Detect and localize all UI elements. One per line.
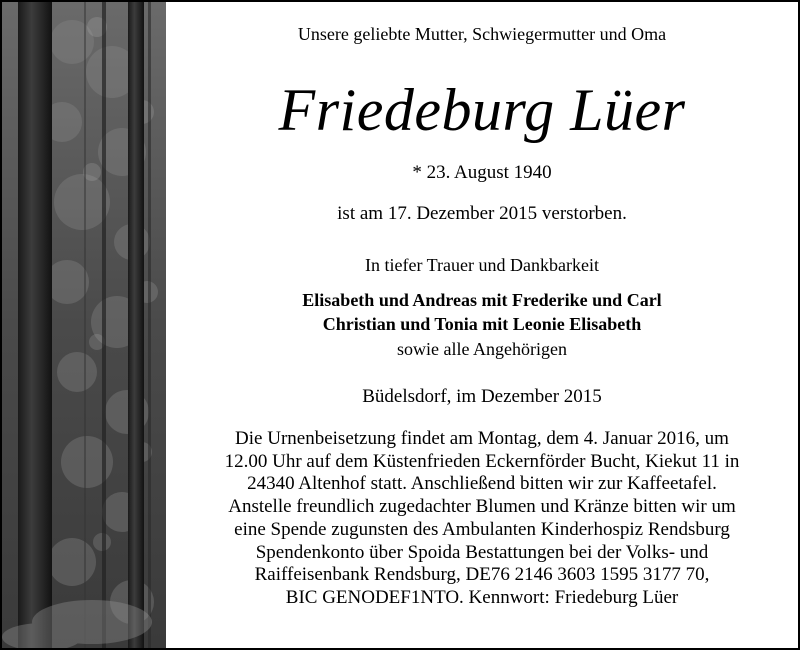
family-line: Christian und Tonia mit Leonie Elisabeth [322,314,642,334]
details-line: BIC GENODEF1NTO. Kennwort: Friedeburg Lüer [285,586,679,608]
details-line: 12.00 Uhr auf dem Küstenfrieden Eckernförder Bucht, Kiekut 11 in [224,450,740,472]
forest-photo [2,2,166,648]
details-line: 24340 Altenhof statt. Anschließend bitten wir zur Kaffeetafel. [247,473,717,495]
funeral-details [166,428,798,610]
intro-line: Unsere geliebte Mutter, Schwiegermutter und Oma [297,24,667,44]
details-line: Die Urnenbeisetzung findet am Montag, dem 4. Januar 2016, um [235,428,729,449]
deceased-name: Friedeburg Lüer [278,77,686,143]
birth-date: * 23. August 1940 [412,162,552,183]
mourning-line: In tiefer Trauer und Dankbarkeit [365,255,599,275]
details-line: Raiffeisenbank Rendsburg, DE76 2146 3603 1595 3177 70, [254,564,710,586]
death-date: ist am 17. Dezember 2015 verstorben. [337,203,627,224]
family-line: Elisabeth und Andreas mit Frederike und Carl [302,290,662,310]
details-line: eine Spende zugunsten des Ambulanten Kinderhospiz Rendsburg [234,518,730,540]
notice-text [166,2,798,648]
details-line: Spendenkonto über Spoida Bestattungen bei der Volks- und [255,541,709,563]
family-names [166,288,798,336]
all-relatives: sowie alle Angehörigen [397,339,567,359]
place-date: Büdelsdorf, im Dezember 2015 [362,386,602,407]
details-line: Anstelle freundlich zugedachter Blumen und Kränze bitten wir um [228,496,736,518]
